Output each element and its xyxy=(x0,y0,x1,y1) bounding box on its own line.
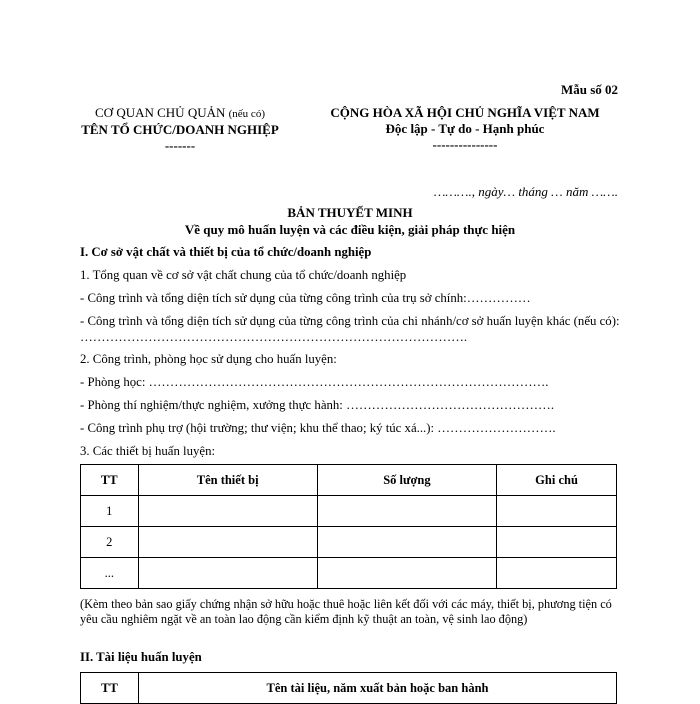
col-tt: TT xyxy=(81,465,139,496)
table-cell xyxy=(497,558,617,589)
motto: Độc lập - Tự do - Hạnh phúc xyxy=(385,121,545,136)
training-materials-table xyxy=(80,672,617,704)
section1-heading: I. Cơ sở vật chất và thiết bị của tổ chức/doanh nghiệp xyxy=(80,245,372,259)
equipment-table xyxy=(80,464,617,589)
organization-name: TÊN TỔ CHỨC/DOANH NGHIỆP xyxy=(81,122,279,137)
document-subtitle: Về quy mô huấn luyện và các điều kiện, giải pháp thực hiện xyxy=(184,222,516,237)
left-divider: ------- xyxy=(164,138,196,153)
row-number: 1 xyxy=(81,496,139,527)
date-line: ………., ngày… tháng … năm ……. xyxy=(433,184,618,199)
agency-note: (nếu có) xyxy=(228,108,265,120)
item2-classrooms: - Phòng học: …………………………………………………………………………………. xyxy=(80,375,549,389)
item2-labs: - Phòng thí nghiệm/thực nghiệm, xưởng thực hành: …………………………………………. xyxy=(80,398,555,412)
table-cell xyxy=(317,527,496,558)
right-divider: --------------- xyxy=(432,137,498,152)
table-cell xyxy=(497,527,617,558)
table-row xyxy=(81,558,617,589)
attachment-note: (Kèm theo bản sao giấy chứng nhận sở hữu hoặc thuê hoặc liên kết đối với các máy, thiết bị, phương tiện có yêu cầu nghiêm ngặt về an toàn lao động cần kiểm định kỹ thuật an toàn, vệ sinh lao động) xyxy=(80,597,612,626)
col-document-name: Tên tài liệu, năm xuất bản hoặc ban hành xyxy=(139,673,617,704)
materials-table-header xyxy=(81,673,617,704)
col-tt: TT xyxy=(81,673,139,704)
table-row xyxy=(81,527,617,558)
item1-heading: 1. Tổng quan về cơ sở vật chất chung của tổ chức/doanh nghiệp xyxy=(80,268,407,282)
agency-line xyxy=(80,105,280,122)
document-title: BẢN THUYẾT MINH xyxy=(287,205,413,220)
item2-heading: 2. Công trình, phòng học sử dụng cho huấn luyện: xyxy=(80,352,337,366)
table-cell xyxy=(317,496,496,527)
table-cell xyxy=(138,527,317,558)
table-cell xyxy=(138,496,317,527)
form-number: Mẫu số 02 xyxy=(560,82,618,97)
table-cell xyxy=(497,496,617,527)
issuing-agency-block xyxy=(80,105,280,154)
item1-main-office: - Công trình và tổng diện tích sử dụng của từng công trình của trụ sở chính:…………… xyxy=(80,291,531,305)
country-name: CỘNG HÒA XÃ HỘI CHỦ NGHĨA VIỆT NAM xyxy=(330,105,600,120)
table-cell xyxy=(138,558,317,589)
section2-heading: II. Tài liệu huấn luyện xyxy=(80,650,202,664)
item1-branches: - Công trình và tổng diện tích sử dụng của từng công trình của chi nhánh/cơ sở huấn luyện khác (nếu có): ………………………………………………………………………………. xyxy=(80,314,620,344)
item3-heading: 3. Các thiết bị huấn luyện: xyxy=(80,444,216,458)
item2-auxiliary: - Công trình phụ trợ (hội trường; thư viện; khu thể thao; ký túc xá...): ………………………. xyxy=(80,421,556,435)
col-quantity: Số lượng xyxy=(317,465,496,496)
equipment-table-header xyxy=(81,465,617,496)
agency-name: CƠ QUAN CHỦ QUẢN xyxy=(95,105,226,120)
table-row xyxy=(81,496,617,527)
table-cell xyxy=(317,558,496,589)
col-notes: Ghi chú xyxy=(497,465,617,496)
row-number: ... xyxy=(81,558,139,589)
national-header-block xyxy=(300,105,630,153)
col-equipment-name: Tên thiết bị xyxy=(138,465,317,496)
row-number: 2 xyxy=(81,527,139,558)
